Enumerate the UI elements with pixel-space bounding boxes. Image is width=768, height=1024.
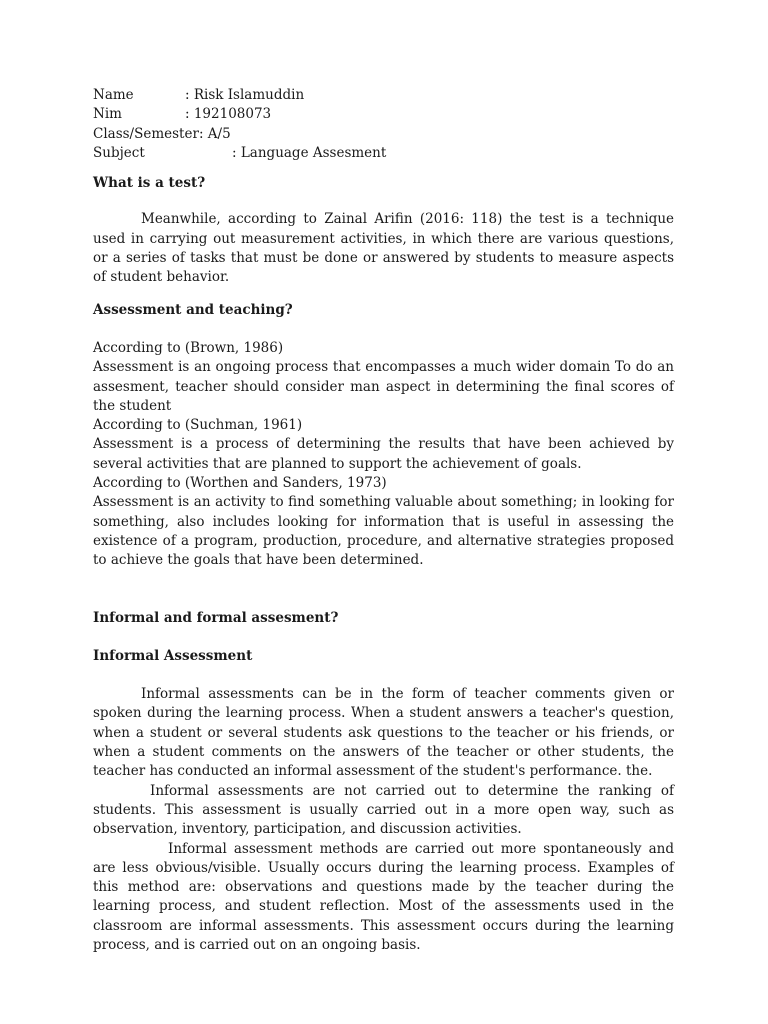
subject-row: [93, 144, 674, 163]
definition-source: According to (Suchman, 1961): [93, 417, 303, 434]
definition-text: Assessment is a process of determining the results that have been achieved by several activities that are planned to support the achievement of goals.: [93, 436, 674, 472]
section-heading-test: What is a test?: [93, 175, 206, 192]
name-label: Name: [93, 87, 134, 103]
name-value: : Risk Islamuddin: [185, 87, 305, 103]
class-label: Class/Semester: [93, 125, 199, 142]
nim-label: Nim: [93, 106, 122, 123]
subheading-informal-assessment: Informal Assessment: [93, 647, 253, 664]
name-row: [93, 86, 674, 105]
definition-source: According to (Brown, 1986): [93, 339, 284, 356]
test-definition-paragraph: Meanwhile, according to Zainal Arifin (2016: 118) the test is a technique used in carrying out measurement activities, in which there are various questions, or a series of tasks that must be done or answered by students to measure aspects of student behavior.: [93, 211, 674, 286]
nim-value: : 192108073: [185, 106, 272, 123]
assessment-definitions: [93, 339, 674, 571]
informal-paragraph: Informal assessment methods are carried out more spontaneously and are less obvious/visible. Usually occurs during the learning process. Examples of this method are: observations and questions made by the teacher during the learning process, and student reflection. Most of the assessments used in the classroom are informal assessments. This assessment occurs during the learning process, and is carried out on an ongoing basis.: [93, 840, 674, 953]
definition-text: Assessment is an ongoing process that encompasses a much wider domain To do an assesment, teacher should consider man aspect in determining the final scores of the student: [93, 359, 674, 414]
definition-text: Assessment is an activity to find something valuable about something; in looking for something, also includes looking for information that is useful in assessing the existence of a program, production, procedure, and alternative strategies proposed to achieve the goals that have been determined.: [93, 494, 674, 569]
informal-paragraph: Informal assessments are not carried out to determine the ranking of students. This assessment is usually carried out in a more open way, such as observation, inventory, participation, and discussion activities.: [93, 782, 674, 838]
definition-source: According to (Worthen and Sanders, 1973): [93, 475, 387, 492]
nim-row: [93, 105, 674, 124]
section-heading-assessment-teaching: Assessment and teaching?: [93, 301, 293, 318]
subject-value: : Language Assesment: [232, 144, 387, 161]
informal-paragraph: Informal assessments can be in the form of teacher comments given or spoken during the learning process. When a student answers a teacher's question, when a student or several students ask questions to the teacher or his friends, or when a student comments on the answers of the teacher or other students, the teacher has conducted an informal assessment of the student's performance. the.: [93, 686, 674, 780]
class-row: [93, 125, 674, 144]
class-value: : A/5: [198, 125, 231, 142]
student-info: [93, 86, 674, 163]
section-heading-informal-formal: Informal and formal assesment?: [93, 609, 339, 626]
subject-label: Subject: [93, 144, 145, 161]
document-page: [93, 86, 674, 955]
